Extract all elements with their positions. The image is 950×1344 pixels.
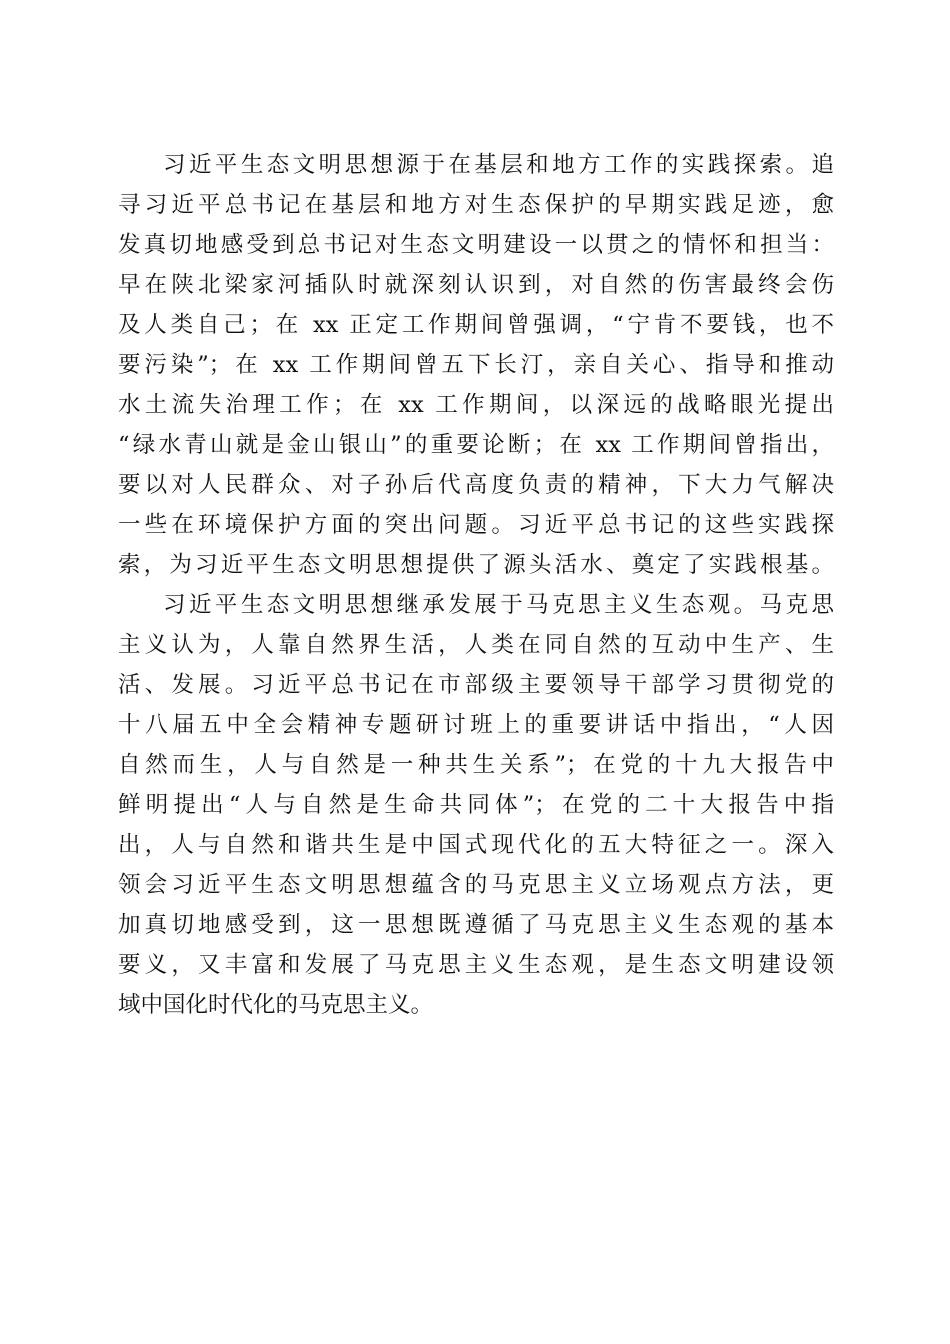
text-line: 要污染”；在 xx 工作期间曾五下长汀，亲自关心、指导和推动 [118, 352, 834, 378]
text-line: 领会习近平生态文明思想蕴含的马克思主义立场观点方法，更 [118, 872, 834, 898]
paragraph-2 [118, 585, 834, 1025]
text-line: 习近平生态文明思想源于在基层和地方工作的实践探索。追 [163, 152, 834, 178]
text-line: 活、发展。习近平总书记在市部级主要领导干部学习贯彻党的 [118, 672, 834, 698]
text-line: 要以对人民群众、对子孙后代高度负责的精神，下大力气解决 [118, 472, 834, 498]
text-line: 及人类自己；在 xx 正定工作期间曾强调，“宁肯不要钱，也不 [118, 312, 834, 338]
text-line: 加真切地感受到，这一思想既遵循了马克思主义生态观的基本 [118, 912, 834, 938]
text-line: “绿水青山就是金山银山”的重要论断；在 xx 工作期间曾指出， [118, 432, 834, 458]
text-line: 发真切地感受到总书记对生态文明建设一以贯之的情怀和担当： [118, 232, 834, 258]
text-line: 寻习近平总书记在基层和地方对生态保护的早期实践足迹，愈 [118, 192, 834, 218]
text-line: 要义，又丰富和发展了马克思主义生态观，是生态文明建设领 [118, 952, 834, 978]
paragraph-1 [118, 145, 834, 585]
text-line: 水土流失治理工作；在 xx 工作期间，以深远的战略眼光提出 [118, 392, 834, 418]
text-line: 域中国化时代化的马克思主义。 [118, 992, 434, 1018]
text-line: 出，人与自然和谐共生是中国式现代化的五大特征之一。深入 [118, 832, 834, 858]
text-line: 主义认为，人靠自然界生活，人类在同自然的互动中生产、生 [118, 632, 834, 658]
text-line: 一些在环境保护方面的突出问题。习近平总书记的这些实践探 [118, 512, 834, 538]
text-line: 索，为习近平生态文明思想提供了源头活水、奠定了实践根基。 [118, 552, 834, 578]
document-body [118, 145, 834, 1025]
text-line: 自然而生，人与自然是一种共生关系”；在党的十九大报告中 [118, 752, 834, 778]
text-line: 早在陕北梁家河插队时就深刻认识到，对自然的伤害最终会伤 [118, 272, 834, 298]
text-line: 十八届五中全会精神专题研讨班上的重要讲话中指出，“人因 [118, 712, 834, 738]
text-line: 习近平生态文明思想继承发展于马克思主义生态观。马克思 [163, 592, 834, 618]
text-line: 鲜明提出“人与自然是生命共同体”；在党的二十大报告中指 [118, 792, 834, 818]
